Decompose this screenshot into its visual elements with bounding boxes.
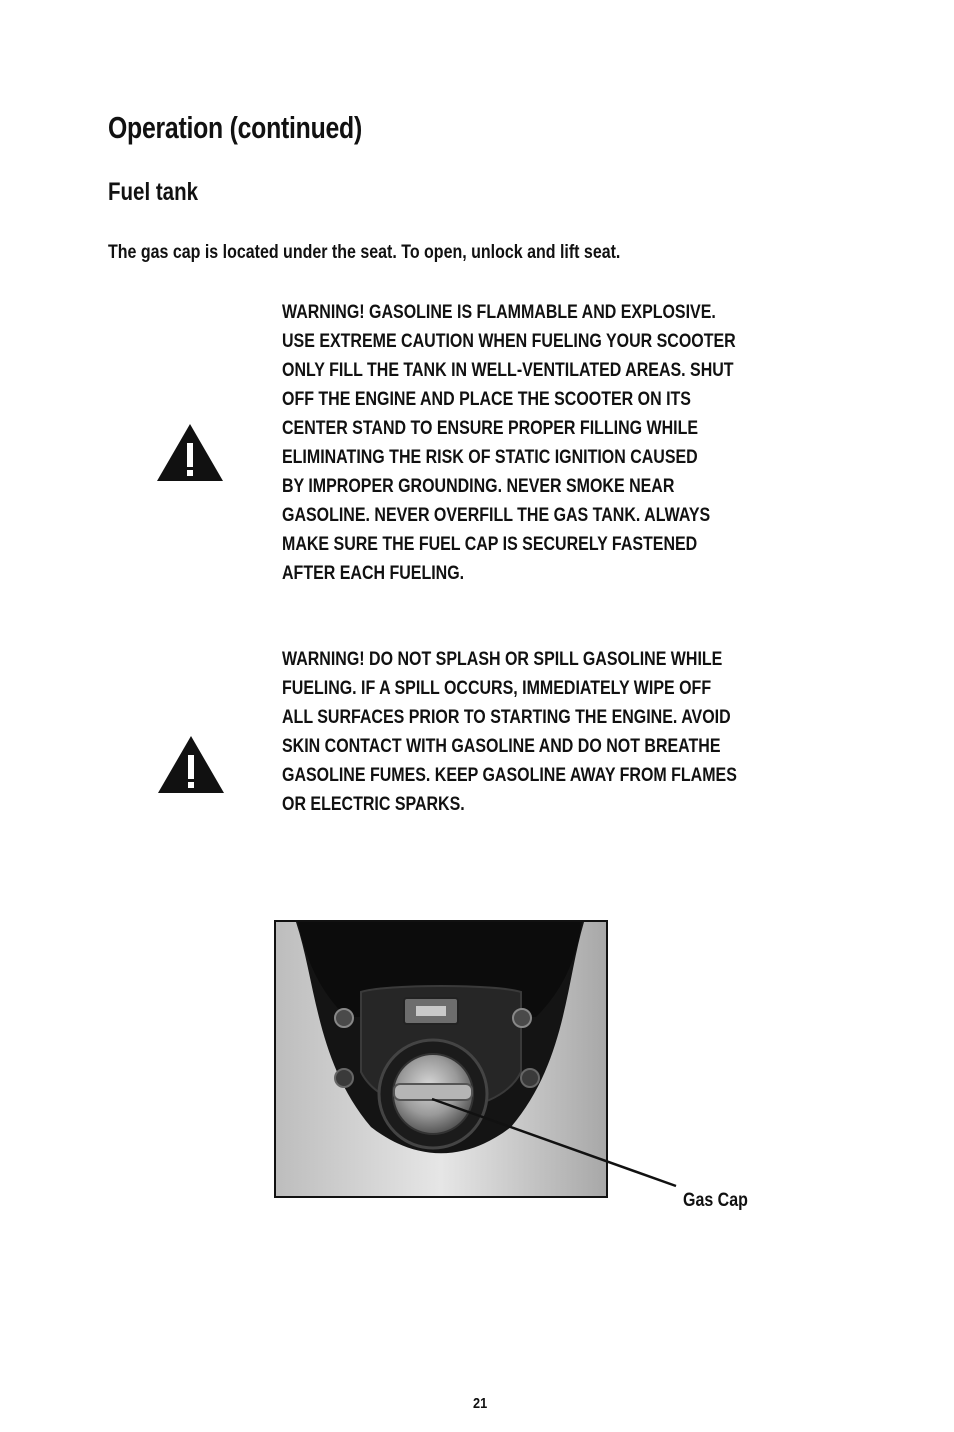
warning-line: OFF THE ENGINE AND PLACE THE SCOOTER ON ITS <box>282 388 691 410</box>
warning-triangle-icon <box>156 423 224 483</box>
warning-line: USE EXTREME CAUTION WHEN FUELING YOUR SCOOTER <box>282 330 736 352</box>
gas-cap-photo <box>274 920 608 1198</box>
page-heading: Operation (continued) <box>108 110 362 145</box>
warning-block-spill <box>282 645 837 819</box>
warning-line: GASOLINE FUMES. KEEP GASOLINE AWAY FROM FLAMES <box>282 764 737 786</box>
warning-triangle-icon <box>157 735 225 795</box>
intro-paragraph: The gas cap is located under the seat. To open, unlock and lift seat. <box>108 241 621 263</box>
page-number: 21 <box>473 1395 488 1412</box>
warning-line: MAKE SURE THE FUEL CAP IS SECURELY FASTENED <box>282 533 698 555</box>
warning-line: SKIN CONTACT WITH GASOLINE AND DO NOT BREATHE <box>282 735 721 757</box>
warning-line: ALL SURFACES PRIOR TO STARTING THE ENGINE. AVOID <box>282 706 731 728</box>
warning-line: ONLY FILL THE TANK IN WELL-VENTILATED AREAS. SHUT <box>282 359 734 381</box>
gas-cap-callout-label: Gas Cap <box>683 1189 748 1211</box>
warning-line: WARNING! DO NOT SPLASH OR SPILL GASOLINE WHILE <box>282 648 723 670</box>
warning-block-flammable <box>282 298 835 588</box>
warning-line: GASOLINE. NEVER OVERFILL THE GAS TANK. ALWAYS <box>282 504 711 526</box>
warning-line: BY IMPROPER GROUNDING. NEVER SMOKE NEAR <box>282 475 675 497</box>
section-title: Fuel tank <box>108 178 198 206</box>
warning-line: FUELING. IF A SPILL OCCURS, IMMEDIATELY WIPE OFF <box>282 677 712 699</box>
warning-line: AFTER EACH FUELING. <box>282 562 465 584</box>
warning-line: CENTER STAND TO ENSURE PROPER FILLING WHILE <box>282 417 699 439</box>
warning-line: WARNING! GASOLINE IS FLAMMABLE AND EXPLOSIVE. <box>282 301 716 323</box>
scooter-underseat-illustration <box>276 922 606 1196</box>
warning-line: ELIMINATING THE RISK OF STATIC IGNITION CAUSED <box>282 446 698 468</box>
warning-line: OR ELECTRIC SPARKS. <box>282 793 465 815</box>
